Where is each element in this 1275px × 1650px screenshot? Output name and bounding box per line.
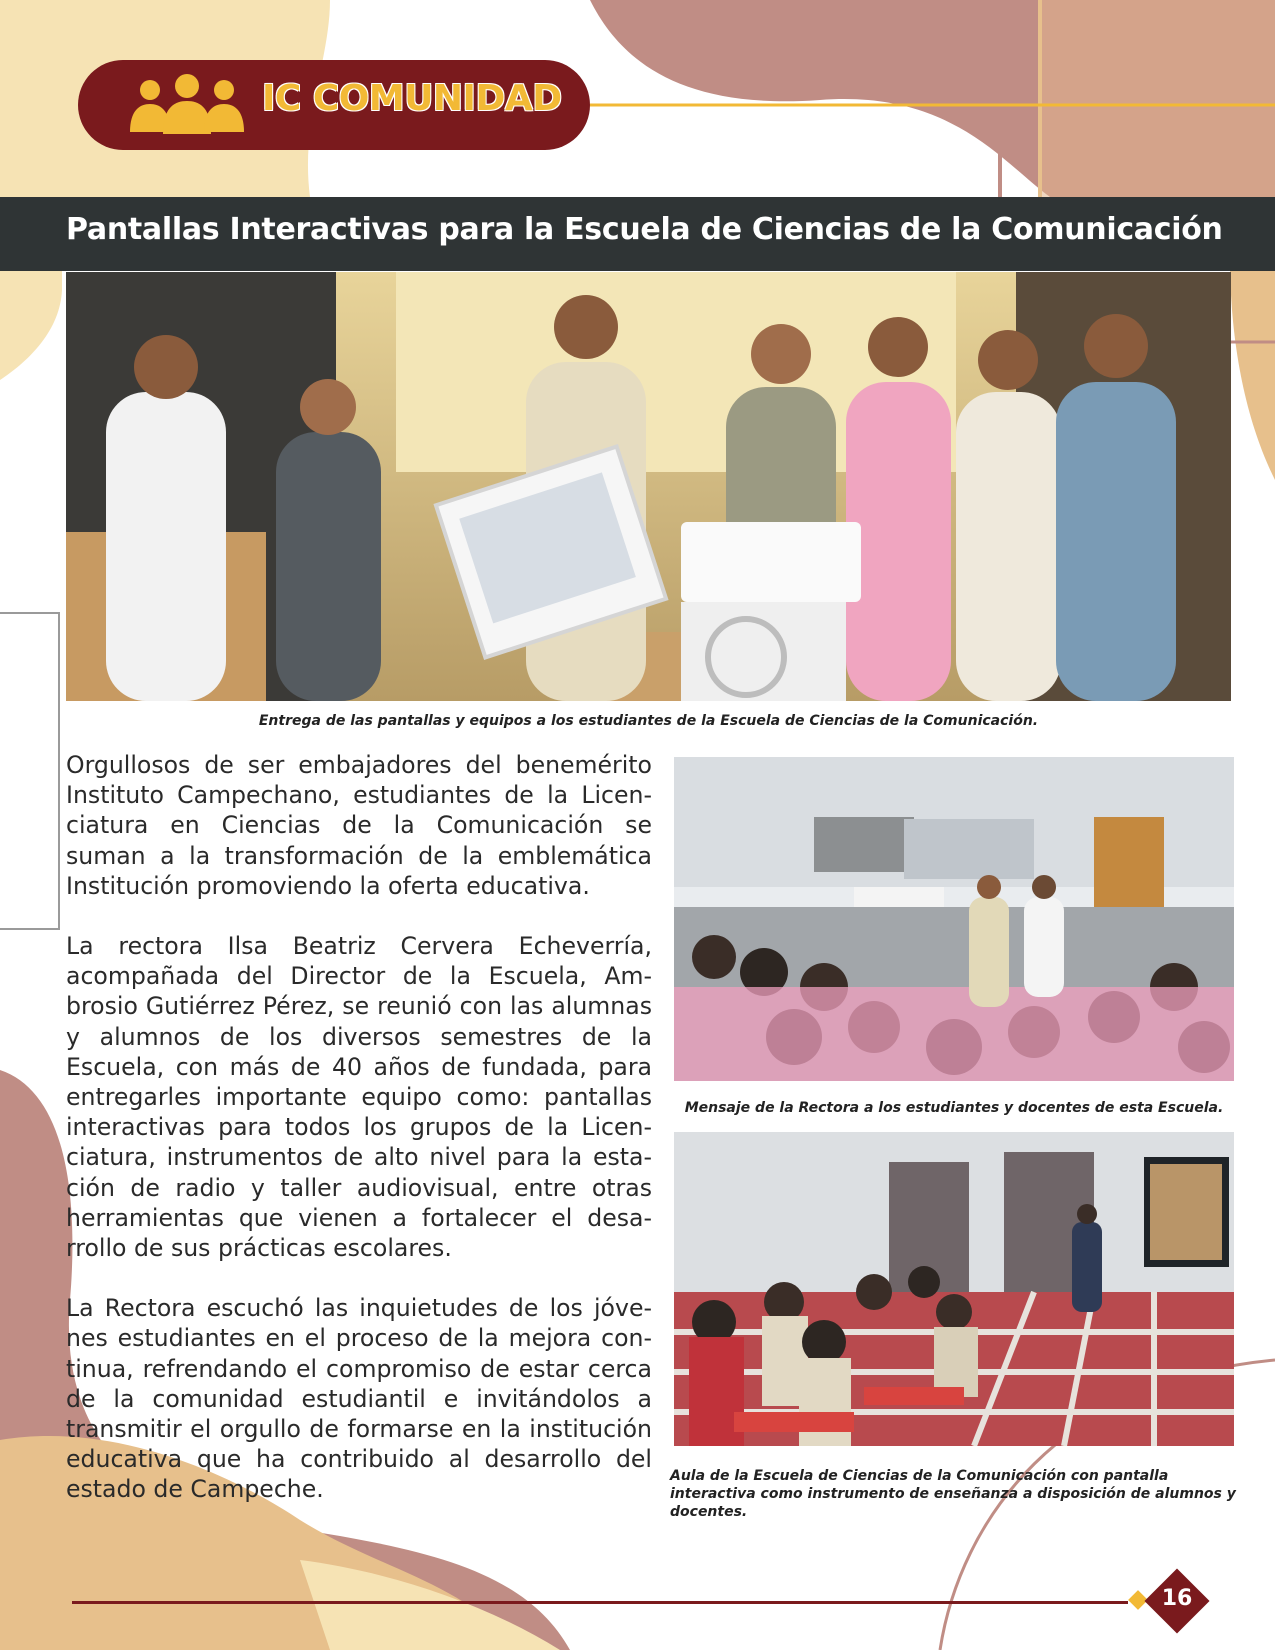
paragraph-1: Orgullosos de ser embajadores del benemérito Instituto Campechano, estudiantes de la Licenciatura en Ciencias de la Comunicación se suman a la transformación de la emblemática Institución promoviendo la oferta educativa. xyxy=(66,751,652,900)
second-photo-caption: Mensaje de la Rectora a los estudiantes y docentes de esta Escuela. xyxy=(684,1100,1224,1116)
decorative-bracket xyxy=(0,612,60,930)
footer-rule xyxy=(72,1601,1128,1604)
third-photo-caption: Aula de la Escuela de Ciencias de la Comunicación con pantalla interactiva como instrumento de enseñanza a disposición de alumnos y docentes. xyxy=(670,1468,1236,1520)
third-photo xyxy=(674,1132,1234,1446)
article-title: Pantallas Interactivas para la Escuela de Ciencias de la Comunicación xyxy=(66,212,1223,247)
paragraph-2: La rectora Ilsa Beatriz Cervera Echeverría, acompañada del Director de la Escuela, Ambrosio Gutiérrez Pérez, se reunió con las alumnas y alumnos de los diversos semestres de la Escuela, con más de 40 años de fundada, para entregarles importante equipo como: pantallas interactivas para todos los grupos de la Licenciatura, instrumentos de alto nivel para la estación de radio y taller audiovisual, entre otras herramientas que vienen a fortalecer el desarrollo de sus prácticas escolares. xyxy=(66,932,652,1263)
article-body xyxy=(66,750,652,1535)
section-label: IC COMUNIDAD xyxy=(262,78,562,119)
page-number: 16 xyxy=(1161,1586,1193,1611)
section-header-pill xyxy=(78,60,590,150)
second-photo xyxy=(674,757,1234,1081)
people-group-icon xyxy=(128,74,246,136)
main-photo xyxy=(66,272,1231,701)
article-title-bar xyxy=(0,197,1275,271)
paragraph-3: La Rectora escuchó las inquietudes de los jóvenes estudiantes en el proceso de la mejora continua, refrendando el compromiso de estar cerca de la comunidad estudiantil e invitándolos a transmitir el orgullo de formarse en la institución educativa que ha contribuido al desarrollo del estado de Campeche. xyxy=(66,1294,652,1504)
main-photo-caption: Entrega de las pantallas y equipos a los estudiantes de la Escuela de Ciencias de la Comunicación. xyxy=(258,713,1039,729)
